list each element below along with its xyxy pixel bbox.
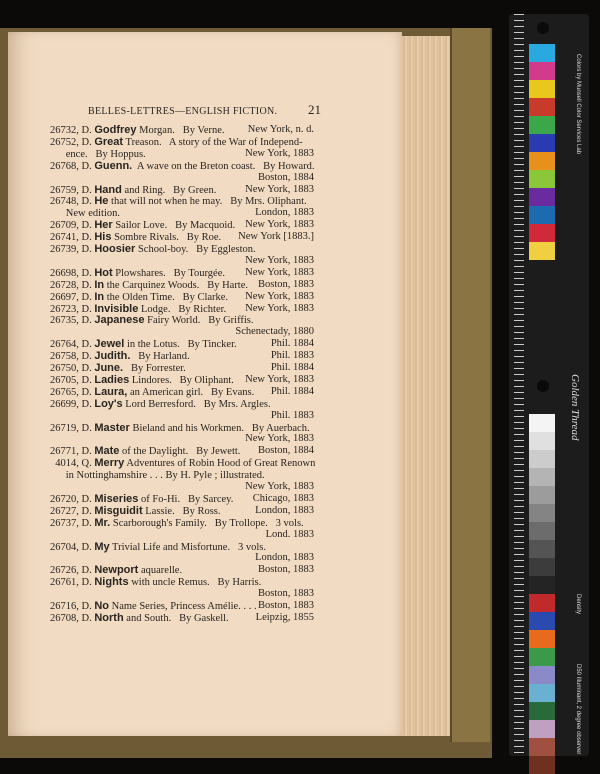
entry-number: 26704, D. bbox=[50, 541, 95, 553]
entry-imprint: London, 1883 bbox=[255, 207, 314, 219]
entry-text: and Ring. By Green. bbox=[121, 184, 217, 196]
gray-swatch bbox=[529, 450, 555, 468]
color-swatch bbox=[529, 684, 555, 702]
entry-text: A wave on the Breton coast. By Howard. bbox=[132, 160, 315, 172]
entry-number: 26699, D. bbox=[50, 398, 95, 410]
catalog-entry bbox=[50, 576, 261, 589]
entry-keyword: Laura, bbox=[94, 385, 128, 398]
gray-swatch bbox=[529, 540, 555, 558]
entry-number: 26761, D. bbox=[50, 577, 95, 589]
book-cover-edge bbox=[450, 28, 490, 742]
gray-swatch bbox=[529, 486, 555, 504]
color-swatch bbox=[529, 242, 555, 260]
entry-imprint: New York, 1883 bbox=[245, 266, 314, 278]
color-swatch bbox=[529, 206, 555, 224]
entry-keyword: June. bbox=[94, 362, 124, 374]
ruler-ticks bbox=[514, 14, 524, 756]
entry-imprint: New York, n. d. bbox=[247, 124, 314, 135]
entry-number: 26708, D. bbox=[50, 612, 95, 624]
entry-keyword: My bbox=[94, 540, 110, 553]
entry-number: 26719, D. bbox=[50, 422, 95, 434]
catalog-entry bbox=[50, 612, 229, 625]
entry-keyword: Great bbox=[94, 135, 124, 148]
entry-text: School-boy. By Eggleston. bbox=[135, 244, 256, 255]
entry-imprint: Chicago, 1883 bbox=[252, 492, 314, 504]
entry-text: with uncle Remus. By Harris. bbox=[128, 577, 262, 589]
color-swatch bbox=[529, 62, 555, 80]
entry-imprint: New York, 1883 bbox=[245, 481, 314, 492]
catalog-entry bbox=[50, 314, 254, 327]
color-swatch bbox=[529, 594, 555, 612]
entry-text: Treason. A story of the War of Independ- bbox=[123, 136, 303, 148]
entry-keyword: Ladies bbox=[94, 373, 130, 386]
color-swatch bbox=[529, 720, 555, 738]
gray-swatch bbox=[529, 558, 555, 576]
entry-keyword: Jewel bbox=[94, 338, 125, 351]
color-calibration-target bbox=[509, 14, 589, 756]
entry-keyword: North bbox=[94, 611, 124, 624]
entry-text: Fairy World. By Griffis. bbox=[144, 315, 254, 327]
entry-number: 26728, D. bbox=[50, 279, 95, 291]
entry-keyword: Miseries bbox=[94, 492, 139, 505]
entry-imprint: Boston, 1884 bbox=[257, 445, 314, 457]
entry-text: the Olden Time. By Clarke. bbox=[104, 291, 229, 303]
entry-keyword: Misguidit bbox=[94, 504, 143, 517]
color-swatch bbox=[529, 702, 555, 720]
entry-text: Scarborough's Family. By Trollope. 3 vols. bbox=[110, 517, 304, 529]
entry-imprint: Phil. 1883 bbox=[270, 350, 314, 362]
entry-number: ence. By Hoppus. bbox=[50, 148, 146, 160]
entry-keyword: Mate bbox=[94, 445, 120, 458]
entry-number: 26752, D. bbox=[50, 136, 95, 148]
entry-text: Plowshares. By Tourgée. bbox=[112, 267, 225, 279]
catalog-entry bbox=[50, 541, 266, 554]
entry-text: Sombre Rivals. By Roe. bbox=[111, 232, 222, 244]
entry-imprint: Leipzig, 1855 bbox=[255, 611, 314, 623]
color-swatch bbox=[529, 116, 555, 134]
entry-number: in Nottinghamshire . . . By H. Pyle ; illustrated. bbox=[50, 470, 265, 482]
entry-imprint: New York, 1883 bbox=[245, 219, 314, 231]
entry-number: 26698, D. bbox=[50, 267, 95, 279]
entry-keyword: Newport bbox=[94, 564, 139, 577]
entry-text: Lindores. By Oliphant. bbox=[129, 374, 234, 386]
target-label-bottom: D50 Illuminant, 2 degree observer bbox=[575, 664, 581, 755]
entry-imprint: Lond. 1883 bbox=[265, 528, 314, 540]
entry-number: 26727, D. bbox=[50, 505, 95, 517]
catalog-entry bbox=[50, 469, 265, 482]
target-hole-mid bbox=[537, 380, 549, 392]
color-swatch bbox=[529, 612, 555, 630]
entry-number: 26737, D. bbox=[50, 517, 95, 529]
entry-text: an American girl. By Evans. bbox=[127, 386, 255, 398]
entry-keyword: Hand bbox=[94, 183, 122, 196]
gray-swatch bbox=[529, 522, 555, 540]
entry-number: 26735, D. bbox=[50, 315, 95, 327]
entry-number: 26726, D. bbox=[50, 565, 95, 577]
color-swatch bbox=[529, 224, 555, 242]
entry-keyword: Invisible bbox=[94, 302, 139, 315]
entry-keyword: He bbox=[94, 195, 109, 208]
entry-keyword: Guenn. bbox=[94, 159, 133, 172]
entry-imprint: New York, 1883 bbox=[245, 183, 314, 195]
color-swatch bbox=[529, 152, 555, 170]
entry-imprint: New York, 1883 bbox=[245, 254, 314, 266]
entry-imprint: Phil. 1884 bbox=[270, 338, 314, 350]
color-swatch bbox=[529, 630, 555, 648]
entry-keyword: Godfrey bbox=[94, 124, 137, 136]
color-swatch bbox=[529, 188, 555, 206]
entry-text: that will not when he may. By Mrs. Oliphant. bbox=[108, 196, 307, 208]
entry-number: 26764, D. bbox=[50, 339, 95, 351]
entry-text: By Harland. bbox=[130, 351, 190, 363]
entry-keyword: Her bbox=[94, 219, 113, 232]
entry-keyword: Nights bbox=[94, 576, 129, 589]
entry-imprint: New York, 1883 bbox=[245, 147, 314, 159]
entry-number: 26720, D. bbox=[50, 493, 95, 505]
entry-number: 26758, D. bbox=[50, 351, 95, 363]
entry-imprint: Schenectady, 1880 bbox=[235, 326, 314, 338]
entry-number: 4014, Q. bbox=[50, 458, 95, 470]
gray-swatch bbox=[529, 504, 555, 522]
target-label-left: Density bbox=[575, 594, 581, 615]
entry-imprint: London, 1883 bbox=[255, 552, 314, 564]
color-swatch bbox=[529, 756, 555, 774]
color-swatch bbox=[529, 170, 555, 188]
gray-swatch bbox=[529, 468, 555, 486]
target-label-mid: Golden Thread bbox=[569, 374, 581, 441]
entry-text: Trivial Life and Misfortune. 3 vols. bbox=[109, 541, 266, 553]
entry-text: Lord Berresford. By Mrs. Argles. bbox=[122, 398, 271, 410]
entry-text: of Fo-Hi. By Sarcey. bbox=[138, 493, 234, 505]
page-number: 21 bbox=[308, 102, 321, 117]
entry-keyword: Loy's bbox=[94, 397, 123, 410]
entry-text: Morgan. By Verne. bbox=[136, 125, 225, 136]
entry-number: 26765, D. bbox=[50, 386, 95, 398]
gray-swatch bbox=[529, 432, 555, 450]
target-label-right: Colors by Munsell Color Services Lab bbox=[575, 54, 581, 155]
entry-text: Bieland and his Workmen. By Auerbach. bbox=[129, 422, 310, 434]
gray-swatch bbox=[529, 576, 555, 594]
catalog-entry bbox=[50, 398, 271, 411]
entry-keyword: Master bbox=[94, 421, 130, 434]
entry-imprint: New York, 1883 bbox=[245, 373, 314, 385]
entry-imprint: Phil. 1884 bbox=[270, 385, 314, 397]
entry-keyword: Hoosier bbox=[94, 243, 136, 255]
entry-text: the Carquinez Woods. By Harte. bbox=[104, 279, 249, 291]
entry-text: Name Series, Princess Amélie. . . . bbox=[109, 601, 257, 612]
target-hole-top bbox=[537, 22, 549, 34]
gray-swatch bbox=[529, 414, 555, 432]
entry-text: of the Daylight. By Jewett. bbox=[119, 446, 241, 458]
entry-imprint: New York, 1883 bbox=[245, 290, 314, 302]
entry-text: in the Lotus. By Tincker. bbox=[124, 339, 237, 351]
entry-number: 26697, D. bbox=[50, 291, 95, 303]
entry-number: New edition. bbox=[50, 208, 120, 220]
entry-number: 26723, D. bbox=[50, 303, 95, 315]
entry-imprint: Boston, 1883 bbox=[257, 564, 314, 576]
entry-number: 26748, D. bbox=[50, 196, 95, 208]
color-swatch bbox=[529, 648, 555, 666]
color-swatch bbox=[529, 738, 555, 756]
color-swatch bbox=[529, 666, 555, 684]
entry-imprint: Boston, 1883 bbox=[257, 600, 314, 611]
entry-number: 26768, D. bbox=[50, 160, 95, 172]
entry-text: and South. By Gaskell. bbox=[123, 612, 229, 624]
catalog-entry bbox=[50, 243, 256, 256]
entry-imprint: Boston, 1883 bbox=[257, 278, 314, 290]
color-swatch bbox=[529, 98, 555, 116]
entry-keyword: In bbox=[94, 290, 105, 303]
entry-text: By Forrester. bbox=[123, 363, 186, 374]
entry-text: Lodge. By Richter. bbox=[138, 303, 227, 315]
color-swatch bbox=[529, 134, 555, 152]
entry-keyword: Judith. bbox=[94, 350, 131, 363]
entry-keyword: His bbox=[94, 231, 112, 244]
running-header: BELLES-LETTRES—ENGLISH FICTION. bbox=[88, 106, 278, 117]
entry-imprint: Phil. 1883 bbox=[270, 409, 314, 421]
entry-text: Lassie. By Ross. bbox=[142, 505, 221, 517]
entry-keyword: Mr. bbox=[94, 516, 111, 529]
entry-number: 26732, D. bbox=[50, 125, 95, 136]
entry-number: 26739, D. bbox=[50, 244, 95, 255]
entry-keyword: In bbox=[94, 278, 105, 291]
entry-keyword: Hot bbox=[94, 266, 113, 279]
entry-number: 26771, D. bbox=[50, 446, 95, 458]
entry-imprint: London, 1883 bbox=[255, 504, 314, 516]
entry-number: 26759, D. bbox=[50, 184, 95, 196]
entry-imprint: New York, 1883 bbox=[245, 433, 314, 445]
entry-imprint: Boston, 1884 bbox=[257, 171, 314, 183]
entry-text: Sailor Love. By Macquoid. bbox=[112, 220, 236, 232]
entry-imprint: New York, 1883 bbox=[245, 302, 314, 314]
entry-number: 26741, D. bbox=[50, 232, 95, 244]
entry-number: 26709, D. bbox=[50, 220, 95, 232]
entry-number: 26705, D. bbox=[50, 374, 95, 386]
entry-keyword: No bbox=[94, 600, 110, 612]
entry-keyword: Japanese bbox=[94, 314, 145, 327]
entry-text: aquarelle. bbox=[138, 565, 183, 577]
entry-imprint: Boston, 1883 bbox=[257, 588, 314, 600]
entry-imprint: Phil. 1884 bbox=[270, 362, 314, 373]
entry-number: 26716, D. bbox=[50, 601, 95, 612]
color-swatch bbox=[529, 80, 555, 98]
entry-text: Adventures of Robin Hood of Great Renown bbox=[124, 458, 316, 470]
entry-number: 26750, D. bbox=[50, 363, 95, 374]
color-swatch bbox=[529, 44, 555, 62]
page-fore-edge bbox=[396, 36, 450, 736]
entry-imprint: New York [1883.] bbox=[238, 231, 314, 243]
entry-keyword: Merry bbox=[94, 457, 125, 470]
